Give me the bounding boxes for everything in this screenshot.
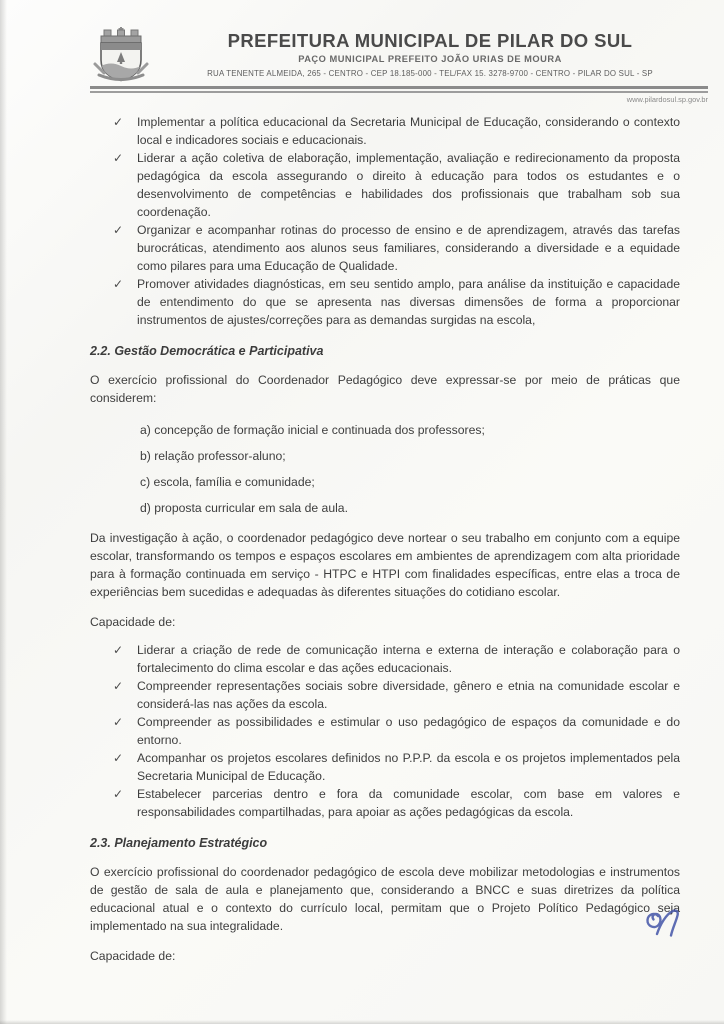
checklist-item xyxy=(90,275,680,329)
letterhead xyxy=(90,24,708,84)
paragraph: O exercício profissional do coordenador pedagógico de escola deve mobilizar metodologias e instrumentos de gestão de sala de aula e planejamento que, considerando a BNCC e suas diretrizes da política educacional atual e o contexto do currículo local, permitam que o Projeto Político Pedagógico seja implementado na sua integralidade. xyxy=(90,865,680,933)
checklist-item xyxy=(90,677,680,713)
checklist-item-text: Acompanhar os projetos escolares definidos no P.P.P. da escola e os projetos implementados pela Secretaria Municipal de Educação. xyxy=(137,751,680,783)
org-subtitle: PAÇO MUNICIPAL PREFEITO JOÃO URIAS DE MOURA xyxy=(298,54,562,64)
checklist-item-text: Implementar a política educacional da Secretaria Municipal de Educação, considerando o contexto local e indicadores sociais e educacionais. xyxy=(137,115,680,147)
letterhead-text xyxy=(152,24,708,79)
check-icon: ✓ xyxy=(113,715,124,729)
document-body xyxy=(90,113,680,965)
lettered-item-a: a) concepção de formação inicial e continuada dos professores; xyxy=(140,423,485,437)
checklist-item xyxy=(90,149,680,221)
paragraph: O exercício profissional do Coordenador Pedagógico deve expressar-se por meio de práticas que considerem: xyxy=(90,373,680,405)
checklist-item xyxy=(90,785,680,821)
header-divider xyxy=(90,86,708,93)
checklist-item-text: Liderar a criação de rede de comunicação interna e externa de interação e colaboração para o fortalecimento do clima escolar e das ações educacionais. xyxy=(137,643,680,675)
section-heading-2-2: 2.2. Gestão Democrática e Participativa xyxy=(90,344,324,358)
check-icon: ✓ xyxy=(113,679,124,693)
checklist-item xyxy=(90,749,680,785)
checklist-item-text: Organizar e acompanhar rotinas do processo de ensino e de aprendizagem, através das tarefas burocráticas, atendimento aos alunos seus familiares, considerando a diversidade e a equidade como pilares para uma Educação de Qualidade. xyxy=(137,223,680,273)
lettered-item-d: d) proposta curricular em sala de aula. xyxy=(140,501,348,515)
handwritten-initials xyxy=(641,903,695,959)
checklist-item xyxy=(90,713,680,749)
paragraph: Da investigação à ação, o coordenador pedagógico deve nortear o seu trabalho em conjunto com a equipe escolar, transformando os tempos e espaços escolares em ambientes de aprendizagem com alta prioridade para à formação continuada em serviço - HTPC e HTPI com finalidades específicas, entre elas a troca de experiências bem sucedidas e adequadas às diferentes situações do cotidiano escolar. xyxy=(90,531,680,599)
org-address: RUA TENENTE ALMEIDA, 265 - CENTRO - CEP 18.185-000 - TEL/FAX 15. 3278-9700 - CENTRO - PILAR DO SUL - SP xyxy=(207,69,653,78)
check-icon: ✓ xyxy=(113,643,124,657)
checklist-item-text: Compreender representações sociais sobre diversidade, gênero e etnia na comunidade escolar e considerá-las nas ações da escola. xyxy=(137,679,680,711)
municipal-coat-of-arms-logo xyxy=(90,26,152,84)
capacity-label: Capacidade de: xyxy=(90,615,176,629)
check-icon: ✓ xyxy=(113,277,124,291)
org-website: www.pilardosul.sp.gov.br xyxy=(626,95,708,104)
check-icon: ✓ xyxy=(113,115,124,129)
checklist-item xyxy=(90,641,680,677)
checklist-item xyxy=(90,221,680,275)
section-heading-2-3: 2.3. Planejamento Estratégico xyxy=(90,836,268,850)
checklist-item xyxy=(90,113,680,149)
checklist-item-text: Promover atividades diagnósticas, em seu sentido amplo, para análise da instituição e capacidade de entendimento do que se apresenta nas diversas dimensões de forma a proporcionar instrumentos de ajustes/correções para as demandas surgidas na escola, xyxy=(137,277,680,327)
check-icon: ✓ xyxy=(113,223,124,237)
check-icon: ✓ xyxy=(113,787,124,801)
check-icon: ✓ xyxy=(113,751,124,765)
org-title: PREFEITURA MUNICIPAL DE PILAR DO SUL xyxy=(227,30,633,51)
lettered-item-c: c) escola, família e comunidade; xyxy=(140,475,315,489)
checklist-item-text: Compreender as possibilidades e estimular o uso pedagógico de espaços da comunidade e do entorno. xyxy=(137,715,680,747)
checklist-item-text: Estabelecer parcerias dentro e fora da comunidade escolar, com base em valores e responsabilidades compartilhadas, para apoiar as ações pedagógicas da escola. xyxy=(137,787,680,819)
lettered-item-b: b) relação professor-aluno; xyxy=(140,449,286,463)
checklist-item-text: Liderar a ação coletiva de elaboração, implementação, avaliação e redirecionamento da proposta pedagógica da escola assegurando o direito à educação para todos os estudantes e o desenvolvimento de competências e habilidades dos profissionais que trabalham sob sua coordenação. xyxy=(137,151,680,219)
check-icon: ✓ xyxy=(113,151,124,165)
capacity-label: Capacidade de: xyxy=(90,949,176,963)
